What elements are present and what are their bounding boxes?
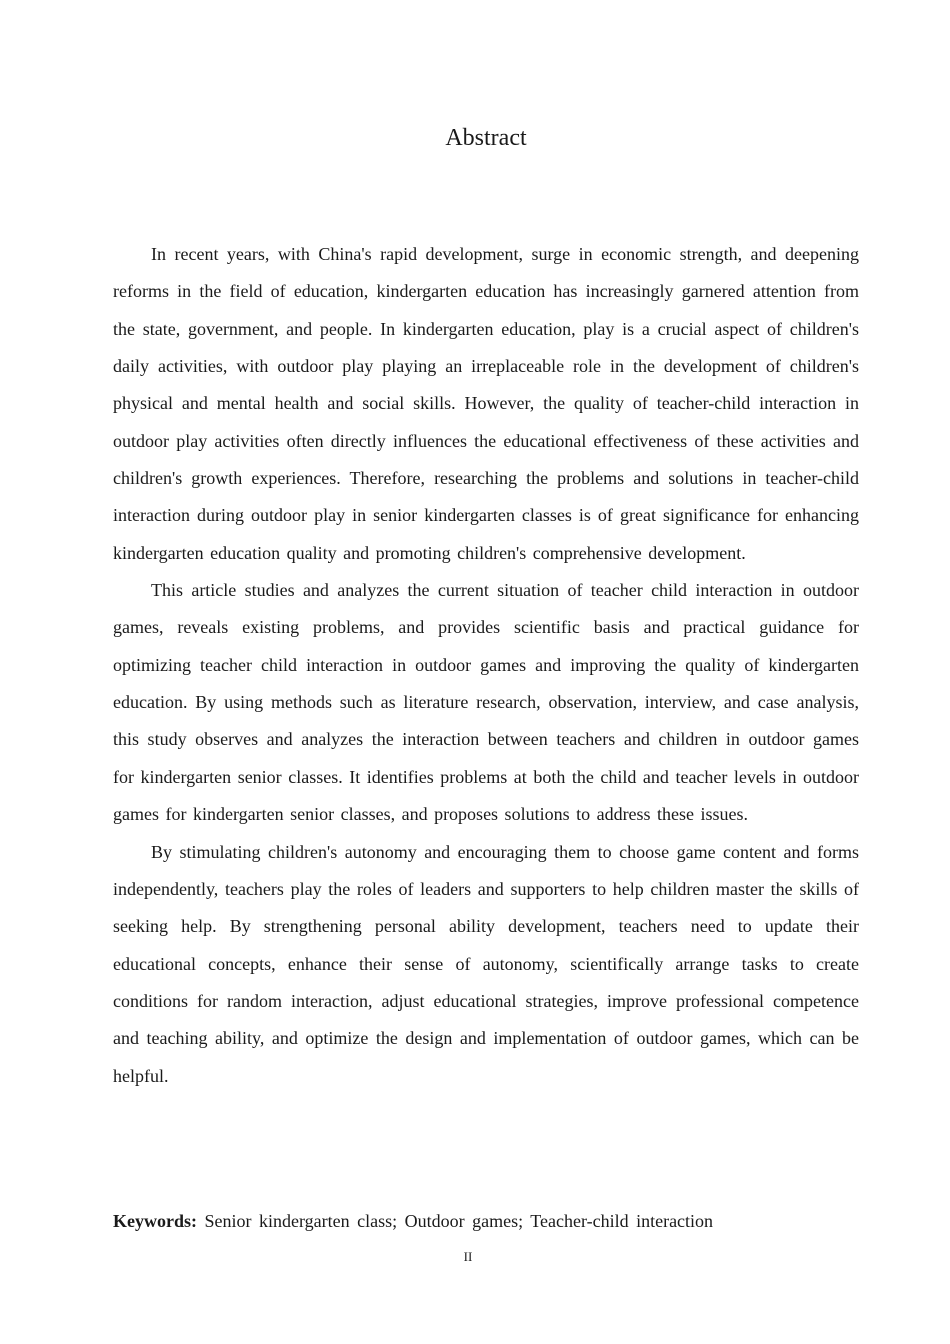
abstract-body [113,236,859,1095]
keywords-label: Keywords: [113,1211,197,1231]
abstract-paragraph-3: By stimulating children's autonomy and encouraging them to choose game content and forms independently, teachers play the roles of leaders and supporters to help children master the skills of seeking help. By strengthening personal ability development, teachers need to update their educational concepts, enhance their sense of autonomy, scientifically arrange tasks to create conditions for random interaction, adjust educational strategies, improve professional competence and teaching ability, and optimize the design and implementation of outdoor games, which can be helpful. [113,841,859,1086]
keywords-line [113,1206,859,1236]
page-number: II [463,1249,473,1264]
abstract-paragraph-1: In recent years, with China's rapid development, surge in economic strength, and deepening reforms in the field of education, kindergarten education has increasingly garnered attention from the state, government, and people. In kindergarten education, play is a crucial aspect of children's daily activities, with outdoor play playing an irreplaceable role in the development of children's physical and mental health and social skills. However, the quality of teacher-child interaction in outdoor play activities often directly influences the educational effectiveness of these activities and children's growth experiences. Therefore, researching the problems and solutions in teacher-child interaction during outdoor play in senior kindergarten classes is of great significance for enhancing kindergarten education quality and promoting children's comprehensive development. [113,244,859,563]
keywords-text: Senior kindergarten class; Outdoor games; Teacher-child interaction [204,1211,714,1231]
abstract-paragraph-2: This article studies and analyzes the current situation of teacher child interaction in outdoor games, reveals existing problems, and provides scientific basis and practical guidance for optimizing teacher child interaction in outdoor games and improving the quality of kindergarten education. By using methods such as literature research, observation, interview, and case analysis, this study observes and analyzes the interaction between teachers and children in outdoor games for kindergarten senior classes. It identifies problems at both the child and teacher levels in outdoor games for kindergarten senior classes, and proposes solutions to address these issues. [113,580,859,825]
abstract-title: Abstract [445,125,527,151]
